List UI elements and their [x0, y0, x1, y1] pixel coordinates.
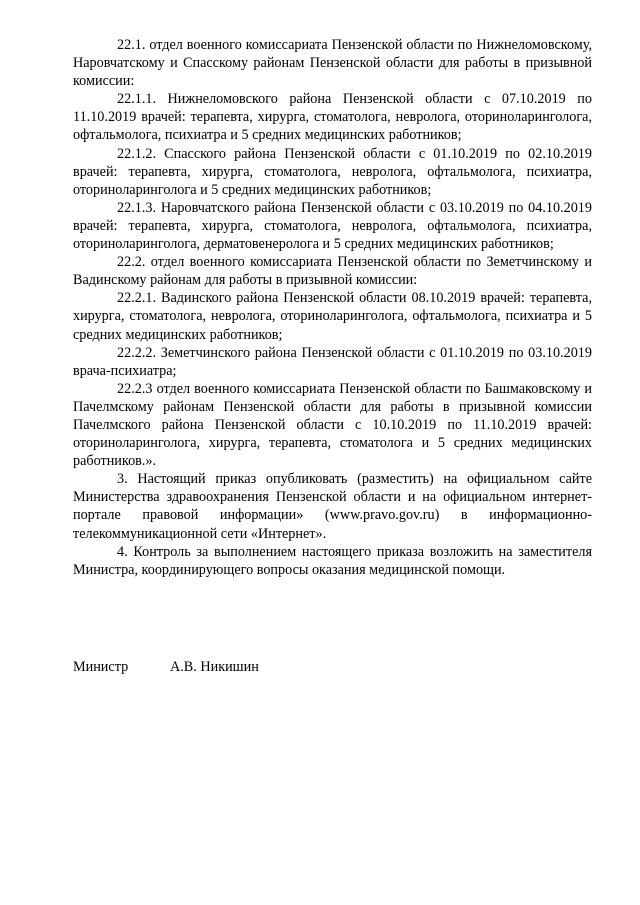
signatory-name: А.В. Никишин [170, 659, 259, 675]
signature-block [73, 658, 259, 676]
paragraph-22-2-2: 22.2.2. Земетчинского района Пензенской области с 01.10.2019 по 03.10.2019 врача-психиатра; [73, 344, 592, 379]
paragraph-22-1-3: 22.1.3. Наровчатского района Пензенской области с 03.10.2019 по 04.10.2019 врачей: терапевта, хирурга, стоматолога, невролога, офтальмолога, психиатра, оториноларинголога, дерматовенеролога и 5 средних медицинских работников; [73, 199, 592, 253]
paragraph-22-1-1: 22.1.1. Нижнеломовского района Пензенской области с 07.10.2019 по 11.10.2019 врачей: терапевта, хирурга, стоматолога, невролога, оториноларинголога, офтальмолога, психиатра и 5 средних медицинских работников; [73, 91, 592, 144]
paragraph-22-1: 22.1. отдел военного комиссариата Пензенской области по Нижнеломовскому, Наровчатскому и Спасскому районам Пензенской области для работы в призывной комиссии: [73, 37, 592, 90]
paragraph-3: 3. Настоящий приказ опубликовать (разместить) на официальном сайте Министерства здравоохранения Пензенской области и на официальном интернет-портале правовой информации» (www.pravo.gov.ru) в информационно-телекоммуникационной сети «Интернет». [73, 471, 592, 542]
paragraph-22-2-3: 22.2.3 отдел военного комиссариата Пензенской области по Башмаковскому и Пачелмскому районам Пензенской области для работы в призывной комиссии Пачелмского района Пензенской области с 10.10.2019 по 11.10.2019 врачей: оториноларинголога, хирурга, терапевта, стоматолога и 5 средних медицинских работников.». [73, 380, 592, 470]
paragraph-4: 4. Контроль за выполнением настоящего приказа возложить на заместителя Министра, координирующего вопросы оказания медицинской помощи. [73, 543, 592, 578]
document-body [73, 36, 592, 579]
paragraph-22-2-1: 22.2.1. Вадинского района Пензенской области 08.10.2019 врачей: терапевта, хирурга, стоматолога, невролога, оториноларинголога, офтальмолога, психиатра и 5 средних медицинских работников; [73, 290, 592, 343]
paragraph-22-1-2: 22.1.2. Спасского района Пензенской области с 01.10.2019 по 02.10.2019 врачей: терапевта, хирурга, стоматолога, невролога, офтальмолога, психиатра, оториноларинголога и 5 средних медицинских работников; [73, 145, 592, 198]
signatory-title: Министр [73, 659, 129, 675]
paragraph-22-2: 22.2. отдел военного комиссариата Пензенской области по Земетчинскому и Вадинскому районам для работы в призывной комиссии: [73, 254, 592, 289]
